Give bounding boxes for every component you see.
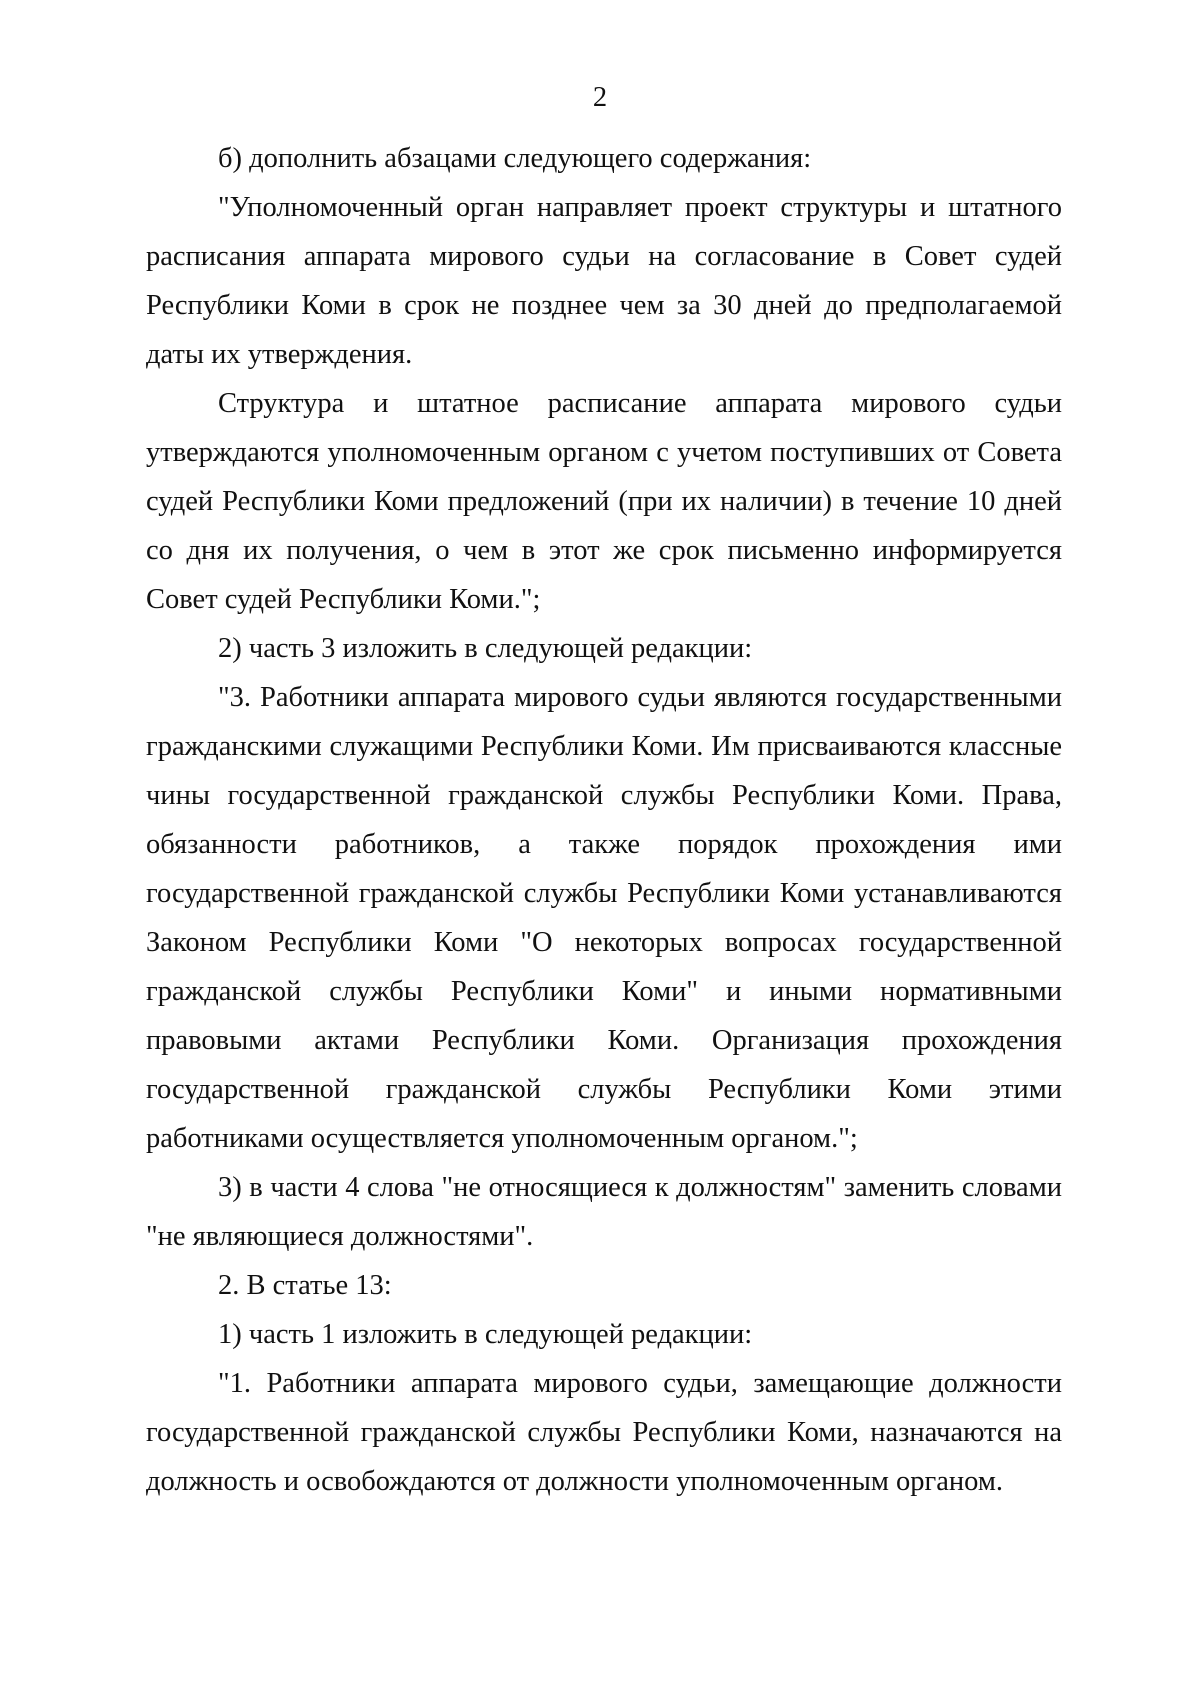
- document-body: [146, 134, 1062, 1506]
- paragraph-part-3-heading: 2) часть 3 изложить в следующей редакции:: [218, 633, 753, 664]
- paragraph-amendment-b: б) дополнить абзацами следующего содержания:: [218, 143, 812, 174]
- paragraph-authorized-body-draft: "Уполномоченный орган направляет проект структуры и штатного расписания аппарата мирового судьи на согласование в Совет судей Республики Коми в срок не позднее чем за 30 дней до предполагаемой даты их утверждения.: [146, 192, 1062, 370]
- paragraph-structure-approval: Структура и штатное расписание аппарата мирового судьи утверждаются уполномоченным органом с учетом поступивших от Совета судей Республики Коми предложений (при их наличии) в течение 10 дней со дня их получения, о чем в этот же срок письменно информируется Совет судей Республики Коми.";: [146, 388, 1062, 615]
- paragraph-part-3-text: "3. Работники аппарата мирового судьи являются государственными гражданскими служащими Республики Коми. Им присваиваются классные чины государственной гражданской службы Республики Коми. Права, обязанности работников, а также порядок прохождения ими государственной гражданской службы Республики Коми устанавливаются Законом Республики Коми "О некоторых вопросах государственной гражданской службы Республики Коми" и иными нормативными правовыми актами Республики Коми. Организация прохождения государственной гражданской службы Республики Коми этими работниками осуществляется уполномоченным органом.";: [146, 682, 1062, 1154]
- paragraph-article-13-heading: 2. В статье 13:: [218, 1270, 392, 1301]
- page-number: 2: [592, 82, 608, 113]
- paragraph-part-4-words: 3) в части 4 слова "не относящиеся к должностям" заменить словами "не являющиеся должностями".: [146, 1172, 1062, 1252]
- paragraph-part-1-heading: 1) часть 1 изложить в следующей редакции:: [218, 1319, 753, 1350]
- paragraph-part-1-text: "1. Работники аппарата мирового судьи, замещающие должности государственной гражданской службы Республики Коми, назначаются на должность и освобождаются от должности уполномоченным органом.: [146, 1368, 1062, 1497]
